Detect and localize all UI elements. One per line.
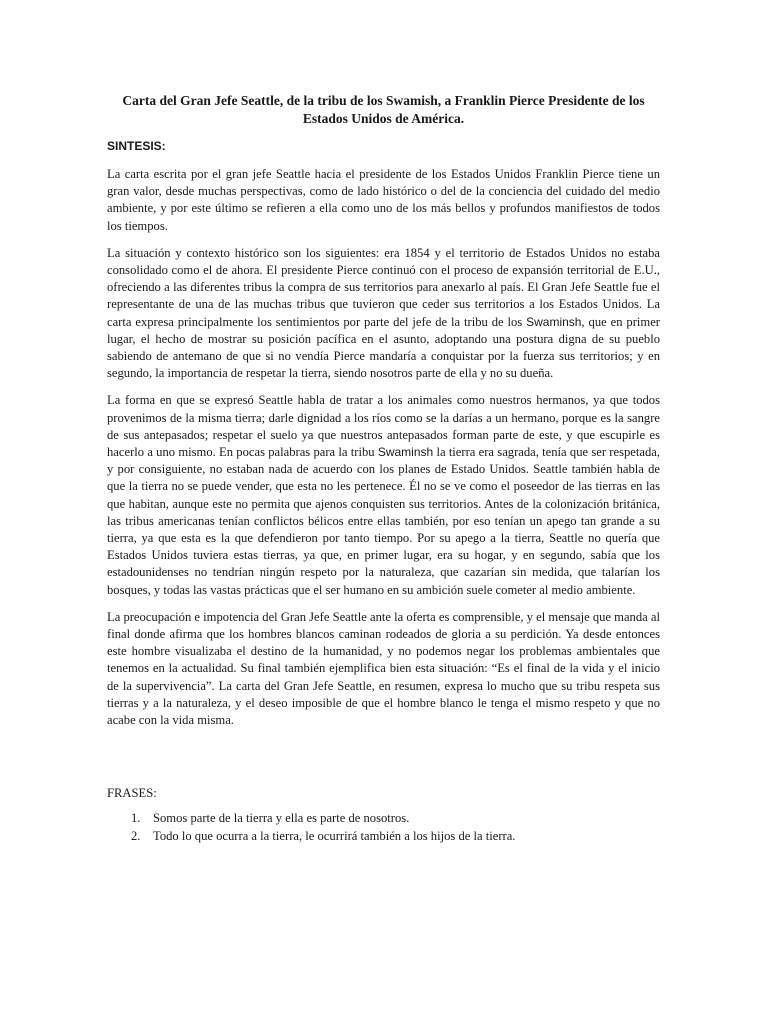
paragraph-1: La carta escrita por el gran jefe Seattle hacia el presidente de los Estados Unidos Franklin Pierce tiene un gran valor, desde muchas perspectivas, como de lado histórico o del de la conciencia del cuidado del medio ambiente, y por este último se refieren a ella como uno de los más bellos y profundos manifiestos de todos los tiempos.	[107, 167, 660, 233]
paragraph-2	[107, 245, 660, 383]
paragraph-3	[107, 392, 660, 598]
list-item	[107, 828, 660, 846]
document-page	[107, 92, 660, 845]
section-heading-sintesis: SINTESIS:	[107, 139, 166, 153]
list-item-number: 1.	[131, 811, 141, 826]
paragraph-3-part-a: La forma en que se expresó Seattle habla de tratar a los animales como nuestros hermanos, ya que todos provenimos de la misma tierra; darle dignidad a los ríos como se la darías a un hermano, porque es la sangre de sus antepasados; respetar el suelo ya que nuestros antepasados forman parte de este, y que escupirle es hacerlo a uno mismo. En pocas palabras para la tribu	[107, 393, 660, 460]
list-item	[107, 810, 660, 828]
paragraph-2-tribe-name: Swaminsh	[526, 314, 582, 329]
paragraph-2-part-b: , que en primer lugar, el hecho de mostrar su posición pacífica en el asunto, adoptando una postura digna de su pueblo sabiendo de antemano de que si no vendía Pierce mandaría a conquistar por la fuerza sus territorios; y en segundo, la importancia de respetar la tierra, siendo nosotros parte de ella y no su dueña.	[107, 314, 661, 381]
list-item-number: 2.	[131, 828, 141, 843]
paragraph-3-tribe-name: Swaminsh	[377, 445, 434, 460]
list-item-text: Todo lo que ocurra a la tierra, le ocurrirá también a los hijos de la tierra.	[153, 828, 516, 843]
paragraph-3-part-b: la tierra era sagrada, tenía que ser respetada, y por consiguiente, no estaban nada de acuerdo con los planes de Estado Unidos. Seattle también habla de que la tierra no se puede vender, que esta no les pertenece. Él no se ve como el poseedor de las tierras en las que habitan, aunque este no permita que ajenos conquisten sus territorios. Antes de la colonización británica, las tribus americanas tenían conflictos bélicos entre ellas también, por eso tenían un apego tan grande a su tierra, ya que esta es la que defendieron por tanto tiempo. Por su apego a la tierra, Seattle no quería que Estados Unidos tuviera estas tierras, ya que, en primer lugar, era su hogar, y en segundo, sabía que los estadounidenses no tendrían ningún respeto por la naturaleza, que cazarían sin medida, que talarían los bosques, y todas las vastas prácticas que el ser humano en su ambición suele cometer al medio ambiente.	[107, 445, 661, 597]
frases-list	[107, 810, 660, 845]
paragraph-4: La preocupación e impotencia del Gran Jefe Seattle ante la oferta es comprensible, y el mensaje que manda al final donde afirma que los hombres blancos caminan rodeados de gloria a su perdición. Ya desde entonces este hombre visualizaba el destino de la humanidad, y no podemos negar los problemas ambientales que tenemos en la actualidad. Su final también ejemplifica bien esta situación: “Es el final de la vida y el inicio de la supervivencia”. La carta del Gran Jefe Seattle, en resumen, expresa lo mucho que su tribu respeta sus tierras y a la naturaleza, y el deseo imposible de que el hombre blanco le tenga el mismo respeto y que no acabe con la vida misma.	[107, 609, 660, 728]
frases-heading: FRASES:	[107, 786, 157, 801]
list-item-text: Somos parte de la tierra y ella es parte de nosotros.	[153, 811, 410, 826]
paragraph-2-part-a: La situación y contexto histórico son los siguientes: era 1854 y el territorio de Estados Unidos no estaba consolidado como el de ahora. El presidente Pierce continuó con el proceso de expansión territorial de E.U., ofreciendo a las diferentes tribus la compra de sus territorios para anexarlo al país. El Gran Jefe Seattle fue el representante de una de las muchas tribus que tuvieron que ceder sus territorios a los Estados Unidos. La carta expresa principalmente los sentimientos por parte del jefe de la tribu de los	[107, 245, 660, 329]
spacer	[107, 739, 660, 785]
document-title: Carta del Gran Jefe Seattle, de la tribu de los Swamish, a Franklin Pierce Presidente de los Estados Unidos de América.	[122, 93, 645, 126]
